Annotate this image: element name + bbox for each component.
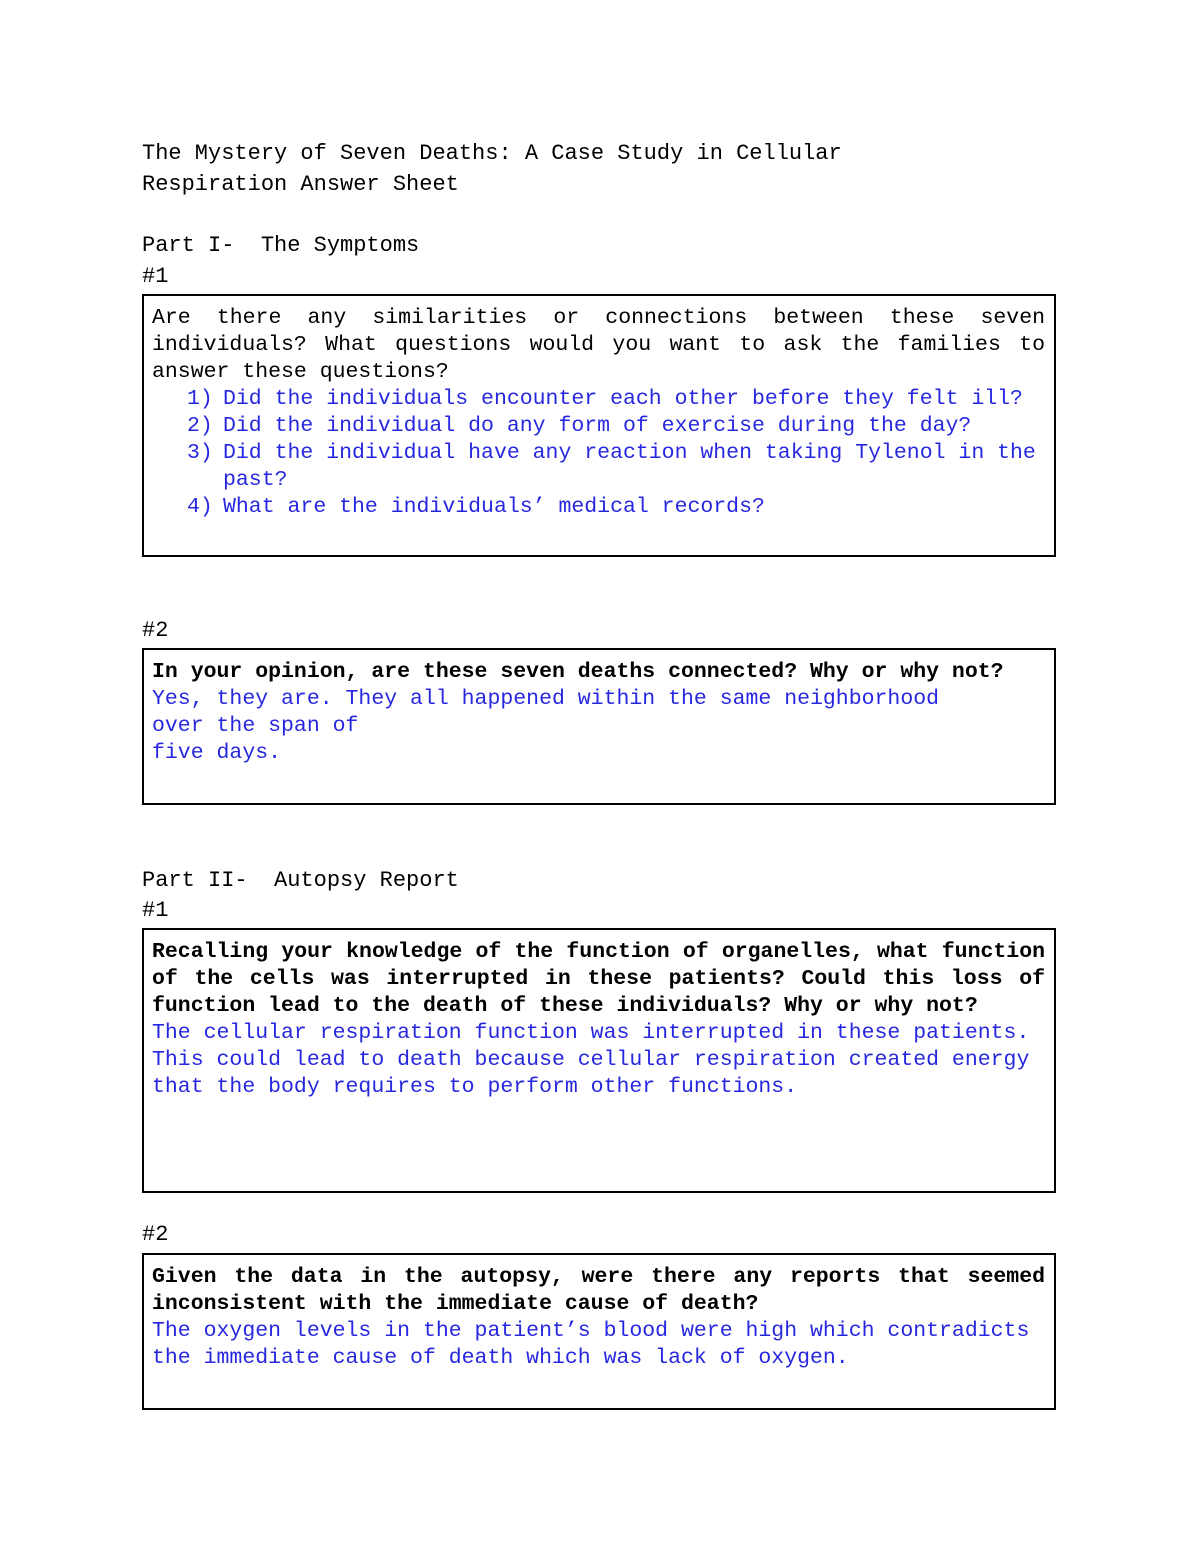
answer-list-number: 2) — [187, 414, 213, 438]
answer-list-number: 4) — [187, 495, 213, 519]
part-1-question-1-number: #1 — [142, 264, 169, 289]
part-2-heading: Part II- Autopsy Report — [142, 868, 459, 893]
answer-list-number: 1) — [187, 387, 213, 411]
answer-list-text: Did the individual do any form of exercise during the day? — [223, 414, 972, 438]
document-title-line-1: The Mystery of Seven Deaths: A Case Study in Cellular — [142, 141, 842, 166]
part-2-question-2-number: #2 — [142, 1222, 169, 1247]
part-2-question-2-box — [142, 1253, 1056, 1410]
answer-list-item — [152, 413, 1045, 440]
part-1-question-2-answer-line-1: Yes, they are. They all happened within the same neighborhood — [152, 687, 940, 711]
part-1-question-2-box — [142, 648, 1056, 805]
answer-list-item — [152, 386, 1045, 413]
part-2-question-1-box — [142, 928, 1056, 1193]
document-title-line-2: Respiration Answer Sheet — [142, 172, 459, 197]
part-1-question-1-answer-list — [152, 386, 1045, 521]
part-2-question-1-number: #1 — [142, 898, 169, 923]
part-1-question-2-answer-line-3: five days. — [152, 741, 282, 765]
part-2-question-2-text: Given the data in the autopsy, were there any reports that seemed inconsistent with the immediate cause of death? — [152, 1265, 1045, 1316]
answer-list-text: Did the individual have any reaction when taking Tylenol in the past? — [223, 441, 1036, 492]
part-2-question-1-answer: The cellular respiration function was interrupted in these patients. This could lead to death because cellular respiration created energy that the body requires to perform other functions. — [152, 1021, 1030, 1099]
answer-list-item — [152, 440, 1045, 494]
part-1-heading: Part I- The Symptoms — [142, 233, 420, 258]
part-1-question-2-text: In your opinion, are these seven deaths connected? Why or why not? — [152, 660, 1004, 684]
answer-list-text: Did the individuals encounter each other before they felt ill? — [223, 387, 1023, 411]
answer-list-number: 3) — [187, 441, 213, 465]
part-2-question-2-answer: The oxygen levels in the patient’s blood were high which contradicts the immediate cause of death which was lack of oxygen. — [152, 1319, 1030, 1370]
part-1-question-2-number: #2 — [142, 618, 169, 643]
part-1-question-1-text: Are there any similarities or connections between these seven individuals? What questions would you want to ask the families to answer these questions? — [152, 306, 1045, 384]
part-1-question-2-answer-line-2: over the span of — [152, 714, 359, 738]
answer-list-text: What are the individuals’ medical records? — [223, 495, 765, 519]
part-2-question-1-text: Recalling your knowledge of the function of organelles, what function of the cells was interrupted in these patients? Could this loss of function lead to the death of these individuals? Why or why not? — [152, 940, 1045, 1018]
answer-list-item — [152, 494, 1045, 521]
part-1-question-1-box — [142, 294, 1056, 557]
